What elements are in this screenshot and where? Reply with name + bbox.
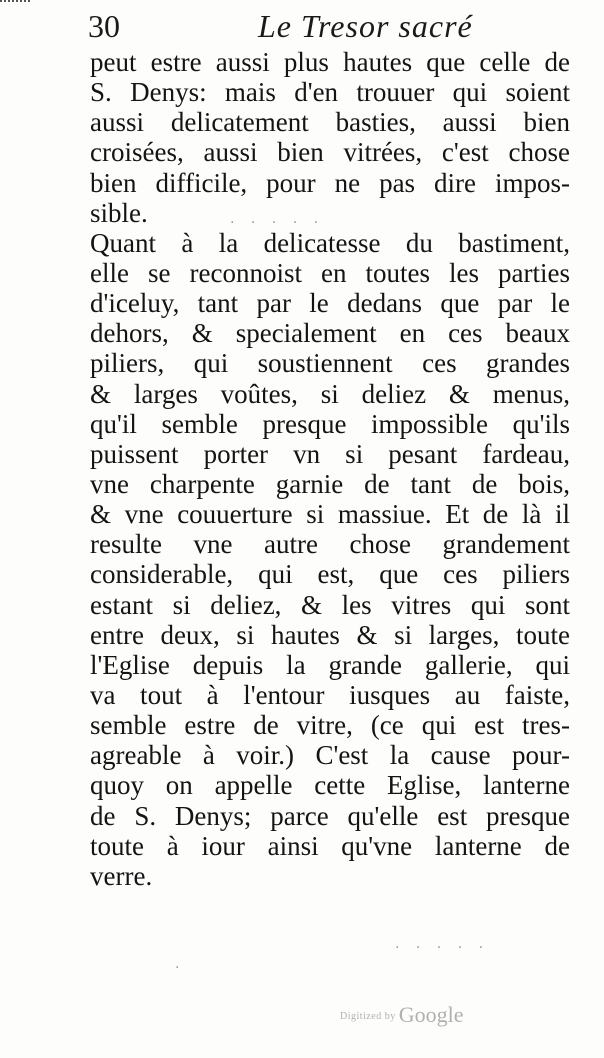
text-line: d'iceluy, tant par le dedans que par le [90, 288, 570, 319]
text-line: quoy on appelle cette Eglise, lanterne [90, 770, 570, 801]
text-line: & vne couuerture si massiue. Et de là il [90, 499, 570, 530]
digitized-watermark: Digitized by Google [340, 1002, 464, 1027]
book-title: Le Tresor sacré [258, 8, 473, 44]
page-number: 30 [88, 8, 120, 44]
ink-speckle: · · · · · [395, 940, 490, 956]
scan-edge-mark [0, 0, 30, 6]
text-line: entre deux, si hautes & si larges, toute [90, 619, 570, 650]
text-line: & larges voûtes, si deliez & menus, [90, 378, 570, 409]
text-line: considerable, qui est, que ces piliers [90, 559, 570, 590]
text-line: bien difficile, pour ne pas dire impos- [90, 167, 570, 198]
body-text [90, 47, 570, 891]
text-line: peut estre aussi plus hautes que celle de [90, 47, 570, 77]
text-line: aussi delicatement basties, aussi bien [90, 107, 570, 138]
text-line: vne charpente garnie de tant de bois, [90, 468, 570, 499]
text-line: va tout à l'entour iusques au faiste, [90, 679, 570, 710]
text-line: qu'il semble presque impossible qu'ils [90, 408, 570, 439]
text-line: sible. [90, 197, 148, 228]
text-line: S. Denys: mais d'en trouuer qui soient [90, 77, 570, 108]
text-line: puissent porter vn si pesant fardeau, [90, 438, 570, 469]
text-line: de S. Denys; parce qu'elle est presque [90, 800, 570, 831]
text-line: verre. [90, 860, 153, 891]
ink-speckle: · · · · · [230, 215, 325, 231]
text-line: semble estre de vitre, (ce qui est tres- [90, 710, 570, 741]
text-line: croisées, aussi bien vitrées, c'est chose [90, 137, 570, 168]
text-line: agreable à voir.) C'est la cause pour- [90, 740, 570, 771]
text-line: l'Eglise depuis la grande gallerie, qui [90, 649, 570, 680]
text-line: estant si deliez, & les vitres qui sont [90, 589, 570, 620]
ink-speckle: · [175, 960, 186, 976]
text-line: dehors, & specialement en ces beaux [90, 318, 570, 349]
text-line: toute à iour ainsi qu'vne lanterne de [90, 830, 570, 861]
text-line: piliers, qui soustiennent ces grandes [90, 348, 570, 379]
text-line: elle se reconnoist en toutes les parties [90, 257, 570, 288]
text-line: Quant à la delicatesse du bastiment, [90, 227, 570, 258]
running-head [88, 8, 568, 48]
text-line: resulte vne autre chose grandement [90, 529, 570, 560]
